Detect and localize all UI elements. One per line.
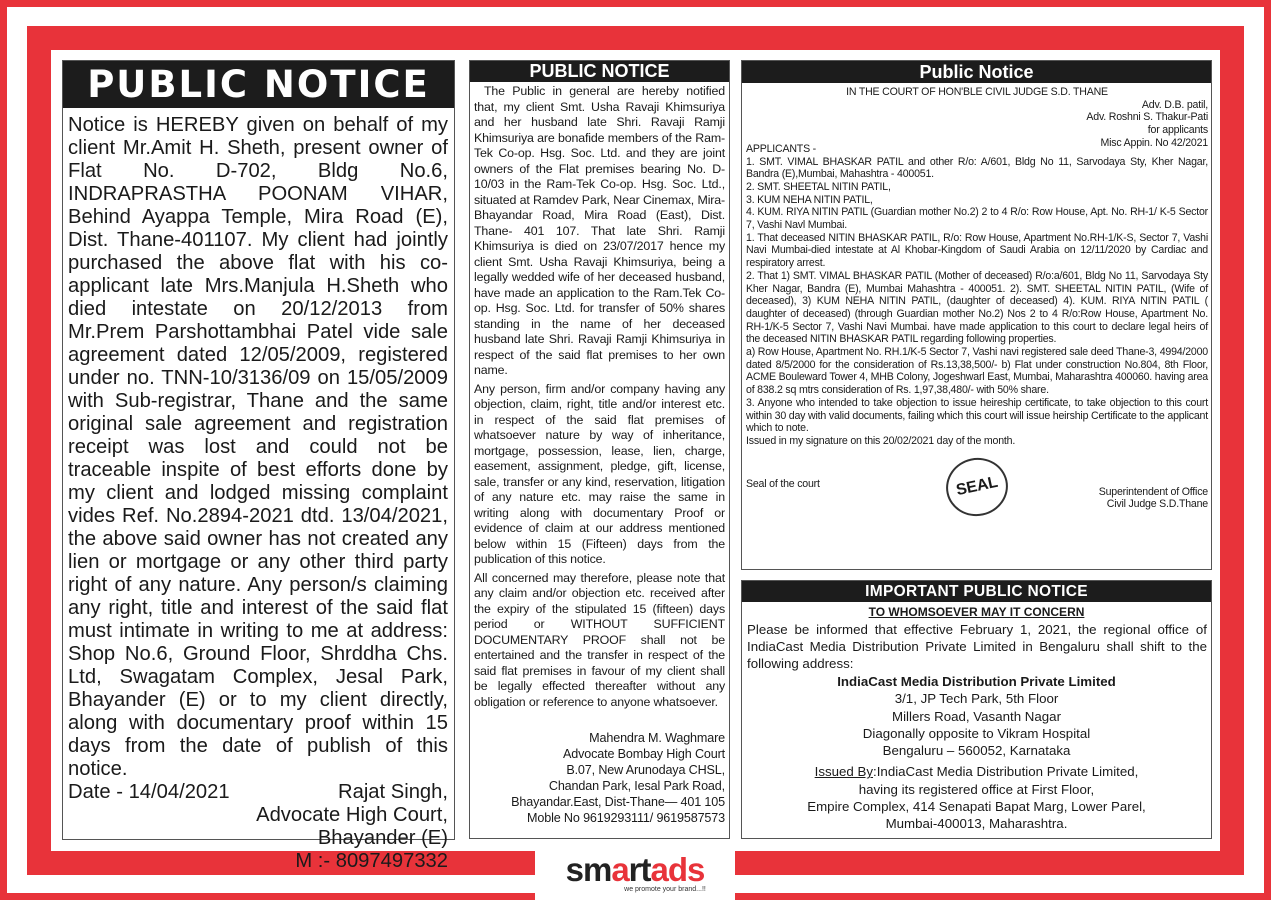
company-name: IndiaCast Media Distribution Private Limited [837,674,1116,689]
court-seal-stamp: SEAL [941,452,1014,522]
public-notice-left [62,60,455,872]
applicants-label: APPLICANTS - [746,142,817,155]
smartads-logo [535,848,735,900]
address-line: Bengaluru – 560052, Karnataka [882,743,1071,759]
signature-line: Chandan Park, Iesal Park Road, [548,779,725,793]
notice-line: 3. KUM NEHA NITIN PATIL, [746,193,873,206]
misc-application-no: Misc Appin. No 42/2021 [1100,136,1208,149]
notice-title: PUBLIC NOTICE [470,61,729,82]
issued-line: Mumbai-400013, Maharashtra. [885,816,1068,832]
court-public-notice [741,60,1212,570]
notice-line: 1. That deceased NITIN BHASKAR PATIL, R/o: Row House, Apartment No.RH-1/K-S, Sector 7, Vashi Navi Mumbai-died intestate at Al Khobar-Kingdom of Saudi Arabia on 12/11/2020 by Cardiac and respiratory arrest. [746,231,1208,270]
notice-subtitle: TO WHOMSOEVER MAY IT CONCERN [868,605,1085,619]
signature-line: Mahendra M. Waghmare [589,731,725,745]
signature-line: Moble No 9619293111/ 9619587573 [527,811,725,825]
notice-line: a) Row House, Apartment No. RH.1/K-5 Sector 7, Vashi navi registered sale deed Thane-3, 4994/2000 dated 8/5/2000 for the consideration of Rs.13,38,500/- b) Flat under construction No.804, 8th Floor, ACME Bouleward Tower 4, MHB Colony, Jogeshwarl East, Mumbai, Maharashtra 400060. having area of 838.2 sq mtrs consideration of Rs. 1,97,38,480/- with 50% share. [746,346,1208,397]
notice-paragraph: Any person, firm and/or company having any objection, claim, right, title and/or interest etc. in respect of the said flat premises of whatsoever nature by way of inheritance, mortgage, possession, lease, lien, charge, easement, assignment, pledge, gift, license, sale, transfer or any kind, reservation, litigation of any nature etc. may raise the same in writing along with documentary Proof or evidence of claim at our address mentioned below within 15 (Fifteen) days from the publication of this notice. [474,381,725,566]
signature-block [474,730,725,826]
notice-title: Public Notice [742,61,1211,83]
address-line: 3/1, JP Tech Park, 5th Floor [894,691,1059,707]
notice-body: Please be informed that effective February 1, 2021, the regional office of IndiaCast Media Distribution Private Limited in Bengaluru shall shift to the following address: [747,622,1207,671]
notice-line: 3. Anyone who intended to take objection to issue heireship certificate, to take objection to this court within 30 day with valid documents, failing which this court will issue heirship Certificate to the applicant which to note. [746,396,1208,435]
notice-line: Issued in my signature on this 20/02/2021 day of the month. [746,434,1016,447]
notice-date: Date - 14/04/2021 [68,781,230,803]
notice-body: Notice is HEREBY given on behalf of my client Mr.Amit H. Sheth, present owner of Flat No. D-702, Bldg No.6, INDRAPRASTHA POONAM VIHAR, Behind Ayappa Temple, Mira Road (E), Dist. Thane-401107. My client had jointly purchased the above flat with his co-applicant late Mrs.Manjula H.Sheth who died intestate on 20/12/2013 from Mr.Prem Parshottambhai Patel vide sale agreement dated 12/05/2009, registered under no. TNN-10/3136/09 on 15/05/2009 with Sub-registrar, Thane and the same original sale agreement and registration receipt was lost and could not be traceable inspite of best efforts done by my client and lodged missing complaint vides Ref. No.2894-2021 dtd. 13/04/2021, the above said owner has not created any lien or mortgage or any other third party right of any nature. Any person/s claiming any right, title and interest of the said flat must intimate in writing to me at address: Shop No.6, Ground Floor, Shrddha Chs. Ltd, Swagatam Complex, Jesal Park, Bhayander (E) or to my client directly, along with documentary proof within 15 days from the date of publish of this notice. [68,114,448,780]
advocate-line: Adv. Roshni S. Thakur-Pati [1086,111,1208,124]
signatory-court: Civil Judge S.D.Thane [1106,498,1208,511]
notice-title: IMPORTANT PUBLIC NOTICE [742,581,1211,602]
address-line: Diagonally opposite to Vikram Hospital [862,725,1091,741]
issued-line: Empire Complex, 414 Senapati Bapat Marg, Lower Parel, [807,799,1146,815]
signature-line: Advocate Bombay High Court [562,747,725,761]
signatory-block [1099,486,1208,511]
important-public-notice [741,580,1212,839]
notice-paragraph: All concerned may therefore, please note that any claim and/or objection etc. received after the expiry of the stipulated 15 (fifteen) days period or WITHOUT SUFFICIENT DOCUMENTARY PROOF shall not be entertained and the transfer in respect of the said flat premises in favour of my client shall be legally effected thereafter without any obligation or reference to anyone whatsoever. [474,570,725,709]
logo-tagline: we promote your brand...!! [624,886,706,893]
public-notice-middle [469,60,730,839]
issued-by-label: Issued By [814,764,874,780]
notice-line: 1. SMT. VIMAL BHASKAR PATIL and other R/o: A/601, Bldg No 11, Sarvodaya Sty, Kher Nagar, Bandra (E),Mumbai, Mahashtra - 400051. [746,155,1208,181]
signature-phone: M :- 8097497332 [295,850,448,872]
court-name: IN THE COURT OF HON'BLE CIVIL JUDGE S.D. THANE [846,86,1108,98]
notice-line: 4. KUM. RIYA NITIN PATIL (Guardian mother No.2) 2 to 4 R/o: Row House, Apt. No. RH-1/ K-5 Sector 7, Vashi Navl Mumbai. [746,206,1208,232]
advocate-line: Adv. D.B. patil, [1141,98,1208,111]
signature-place: Bhayander (E) [317,827,448,849]
address-line: Millers Road, Vasanth Nagar [892,708,1061,724]
signature-title: Advocate High Court, [256,804,448,826]
notice-line: 2. SMT. SHEETAL NITIN PATIL, [746,180,891,193]
issued-line: :IndiaCast Media Distribution Private Limited, [873,764,1139,780]
signature-line: Bhayandar.East, Dist-Thane— 401 105 [511,795,725,809]
signature-line: B.07, New Arunodaya CHSL, [566,763,725,777]
signature-block [256,781,448,873]
notice-line: 2. That 1) SMT. VIMAL BHASKAR PATIL (Mother of deceased) R/o:a/601, Bldg No 11, Sarvodaya Sty Kher Nagar, Bandra (E), Mumbai Mahashtra - 400051. 2). SMT. SHEETAL NITIN PATIL, (Wife of deceased), 3) KUM NEHA NITIN PATIL, (daughter of deceased) 4). KUM. RIYA NITIN PATIL ( daughter of deceased) (through Guardian mother No.2) Nos 2 to 4 R/o:Row House, Apartment No. RH-1/K-5 Sector 7, Vashi Navi Mumbai. have made application to this court to declare legal heirs of the deceased NITIN BHASKAR PATIL regarding following properties. [746,269,1208,346]
notice-title: PUBLIC NOTICE [63,61,454,108]
issued-by-block [742,763,1211,832]
notice-paragraph: The Public in general are hereby notified that, my client Smt. Usha Ravaji Khimsuriya and her husband late Shri. Ravaji Ramji Khimsuriya are bonafide members of the Ram-Tek Co-op. Hsg. Soc. Ltd. and they are joint owners of the Flat premises bearing No. D-10/03 in the Ram-Tek Co-op. Hsg. Soc. Ltd., situated at Ramdev Park, Near Cinemax, Mira-Bhayandar Road, Mira Road (East), Dist. Thane- 401 107. That late Shri. Ramji Khimsuriya is died on 23/07/2017 hence my client Smt. Usha Ravaji Khimsuriya, being a legally wedded wife of her deceased husband, have made an application to the Ram.Tek Co-op. Hsg. Soc. Ltd. for transfer of 50% shares standing in the name of her deceased husband late Shri. Ravaji Ramji Khimsuriya in respect of the said flat premises to her own name. [474,84,725,377]
new-address [742,673,1211,759]
issued-line: having its registered office at First Floor, [858,781,1095,797]
seal-label: Seal of the court [746,477,820,490]
advocate-line: for applicants [1147,124,1208,137]
signatory-title: Superintendent of Office [1098,485,1208,498]
logo-wordmark: smartads [565,851,705,888]
signature-name: Rajat Singh, [338,781,448,803]
